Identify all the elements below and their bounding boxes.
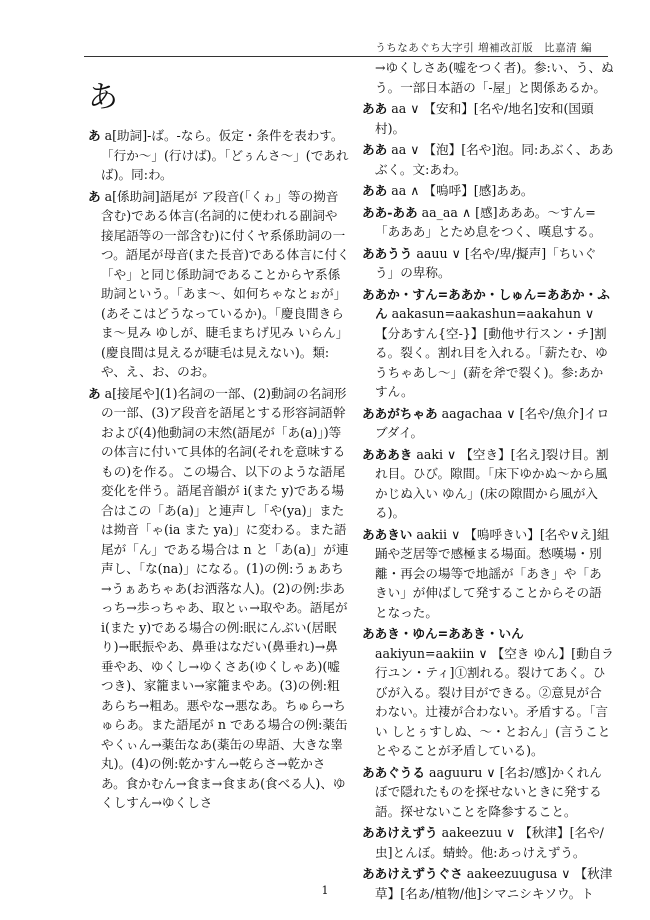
entry-body: a[助詞]-ば。-なら。仮定・条件を表わす。「行か～」(行けば)。「どぅんさ～」(であれば)。同:わ。 <box>100 128 349 182</box>
entry-body: aa ∨ 【安和】[名や/地名]安和(国頭村)。 <box>375 101 594 136</box>
dictionary-entry <box>362 823 614 862</box>
entry-headword: ああきい <box>362 526 413 542</box>
entry-body: aakasun=aakashun=aakahun ∨ 【分あすん{空-}】[動他サ行スン・チ]割る。裂く。割れ目を入れる。「薪たむ、ゆうちゃあし～」(薪を斧で裂く)。参:あかすん。 <box>375 306 608 399</box>
dictionary-entry <box>362 763 614 822</box>
dictionary-entry <box>362 181 614 201</box>
page-number: 1 <box>321 884 329 897</box>
right-column <box>362 58 614 905</box>
entry-headword: ああ <box>362 142 388 157</box>
entry-headword: ああか・すん=ああか・しゅん=ああか・ふん <box>362 286 610 321</box>
entry-headword: ああうう <box>362 245 413 261</box>
entry-body: a[接尾や](1)名詞の一部、(2)動詞の名詞形の一部、(3)ア段音を語尾とする形容詞語幹および(4)他動詞の末然(語尾が「あ(a)」)等の体言に付いて具体的名詞(それを意味するもの)を作る。この場合、以下のような語尾変化を伴う。語尾音韻が i(また y)である場合はこの「あ(a)」と連声し「や(ya)」または拗音「ゃ(ia また ya)」に変わる。また語尾が「ん」である場合は n と「あ(a)」が連声し、「な(na)」になる。(1)の例:うぁあち→うぁあちゃあ(お洒落な人)。(2)の例:歩あ っち→歩っちゃあ、取とぃ→取やあ。語尾が i(また y)である場合の例:眠にんぶい(居眠り)→眠振やあ、鼻垂はなだい(鼻垂れ)→鼻垂やあ、ゆくし→ゆくさあ(ゆくしゃあ)(嘘つき)、家籠まい→家籠まやあ。(3)の例:粗あらち→粗あ。悪やな→悪なあ。ちゅら→ちゅらあ。また語尾が n である場合の例:薬缶やくぃん→薬缶なあ(薬缶の卑語、大きな睾丸)。(4)の例:乾かすん→乾らさ→乾かさあ。食かむん→食ま→食まあ(食べる人)、ゆくしすん→ゆくしさ <box>100 385 349 810</box>
section-heading: あ <box>88 80 118 115</box>
entry-headword: あ <box>88 385 101 401</box>
entry-headword: あ <box>88 128 101 143</box>
entry-body: aauu ∨ [名や/卑/擬声]「ちいぐう」の卑称。 <box>375 245 597 280</box>
entry-body: aakiyun=aakiin ∨ 【空き ゆん】[動自ラ行ユン・ティ]①割れる。裂けてあく。ひびが入る。裂け目ができる。②意見が合わない。辻褄が合わない。矛盾する。「言い しとぅすしぬ、～・とおん」(言うこととやることが矛盾している)。 <box>375 645 614 758</box>
dictionary-entry <box>362 140 614 179</box>
entry-headword: ああぐうる <box>362 764 425 780</box>
entry-headword: あああき <box>362 446 413 462</box>
entry-body: aakeezuu ∨ 【秋津】[名や/虫]とんぼ。蜻蛉。他:あっけえずう。 <box>375 825 604 860</box>
dictionary-entry <box>362 244 614 283</box>
entry-headword: ああ <box>362 101 388 116</box>
entry-headword: ああ-ああ <box>362 204 418 220</box>
dictionary-entry <box>362 445 614 523</box>
page-header: うちなあぐち大字引 増補改訂版 比嘉清 編 <box>375 42 592 54</box>
entry-body: aa_aa ∧ [感]あああ。～すん=「あああ」とため息をつく、嘆息する。 <box>375 204 602 239</box>
entry-body: aaguuru ∨ [名お/感]かくれんぼで隠れたものを探せないときに発する語。探せないことを降参すること。 <box>375 764 602 819</box>
dictionary-entry <box>88 384 350 813</box>
entry-headword: ああ <box>362 183 388 198</box>
dictionary-entry <box>88 126 350 185</box>
dictionary-entry <box>362 285 614 402</box>
dictionary-entry <box>362 99 614 138</box>
entry-body: aagachaa ∨ [名や/魚介]イロブダイ。 <box>375 405 610 440</box>
dictionary-entry <box>362 203 614 242</box>
dictionary-entry-continuation <box>362 58 614 97</box>
dictionary-entry <box>88 187 350 382</box>
entry-body: aakii ∨ 【嗚呼きい】[名や∨え]組踊や芝居等で感極まる場面。愁嘆場・別離・再会の場等で地謡が「あき」や「あきい」が伸ばして発することからその語となった。 <box>375 526 610 620</box>
entry-body: aaki ∨ 【空き】[名え]裂け目。割れ目。ひび。隙間。「床下ゆかぬ～から風かじぬ入い ゆん」(床の隙間から風が入る)。 <box>375 446 609 520</box>
entry-body: →ゆくしさあ(嘘をつく者)。参:い、う、ぬう。一部日本語の「-屋」と関係あるか。 <box>375 60 614 95</box>
entry-headword: あ <box>88 188 101 204</box>
entry-body: aakeezuugusa ∨ 【秋津草】[名あ/植物/他]シマニシキソウ。ト <box>375 866 613 901</box>
left-column <box>88 126 350 815</box>
dictionary-entry <box>362 624 614 761</box>
entry-headword: ああけえずうぐさ <box>362 866 463 881</box>
entry-body: aa ∨ 【泡】[名や]泡。同:あぶく、ああぶく。文:あわ。 <box>375 142 614 177</box>
dictionary-entry <box>362 404 614 443</box>
entry-headword: ああけえずう <box>362 825 438 840</box>
header-divider <box>84 56 608 57</box>
entry-body: aa ∧ 【嗚呼】[感]ああ。 <box>387 183 534 198</box>
dictionary-entry <box>362 525 614 623</box>
entry-headword: ああき・ゆん=ああき・いん <box>362 626 524 641</box>
entry-headword: ああがちゃあ <box>362 405 438 421</box>
entry-body: a[係助詞]語尾が ア段音(「くゎ」等の拗音含む)である体言(名詞的に使われる副詞や接尾語等の一部含む)に付くヤ系係助詞の一つ。語尾が母音(また長音)である体言に付く「や」と同じ係助詞であることからヤ系係助詞という。「あま～、如何ちゃなとぉが」(あそこはどうなっているか)。「慶良間きらま～見み ゆしが、睫毛まちげ见み いらん」(慶良間は見えるが睫毛は見えない)。類:や、え、お、のお。 <box>100 188 350 379</box>
